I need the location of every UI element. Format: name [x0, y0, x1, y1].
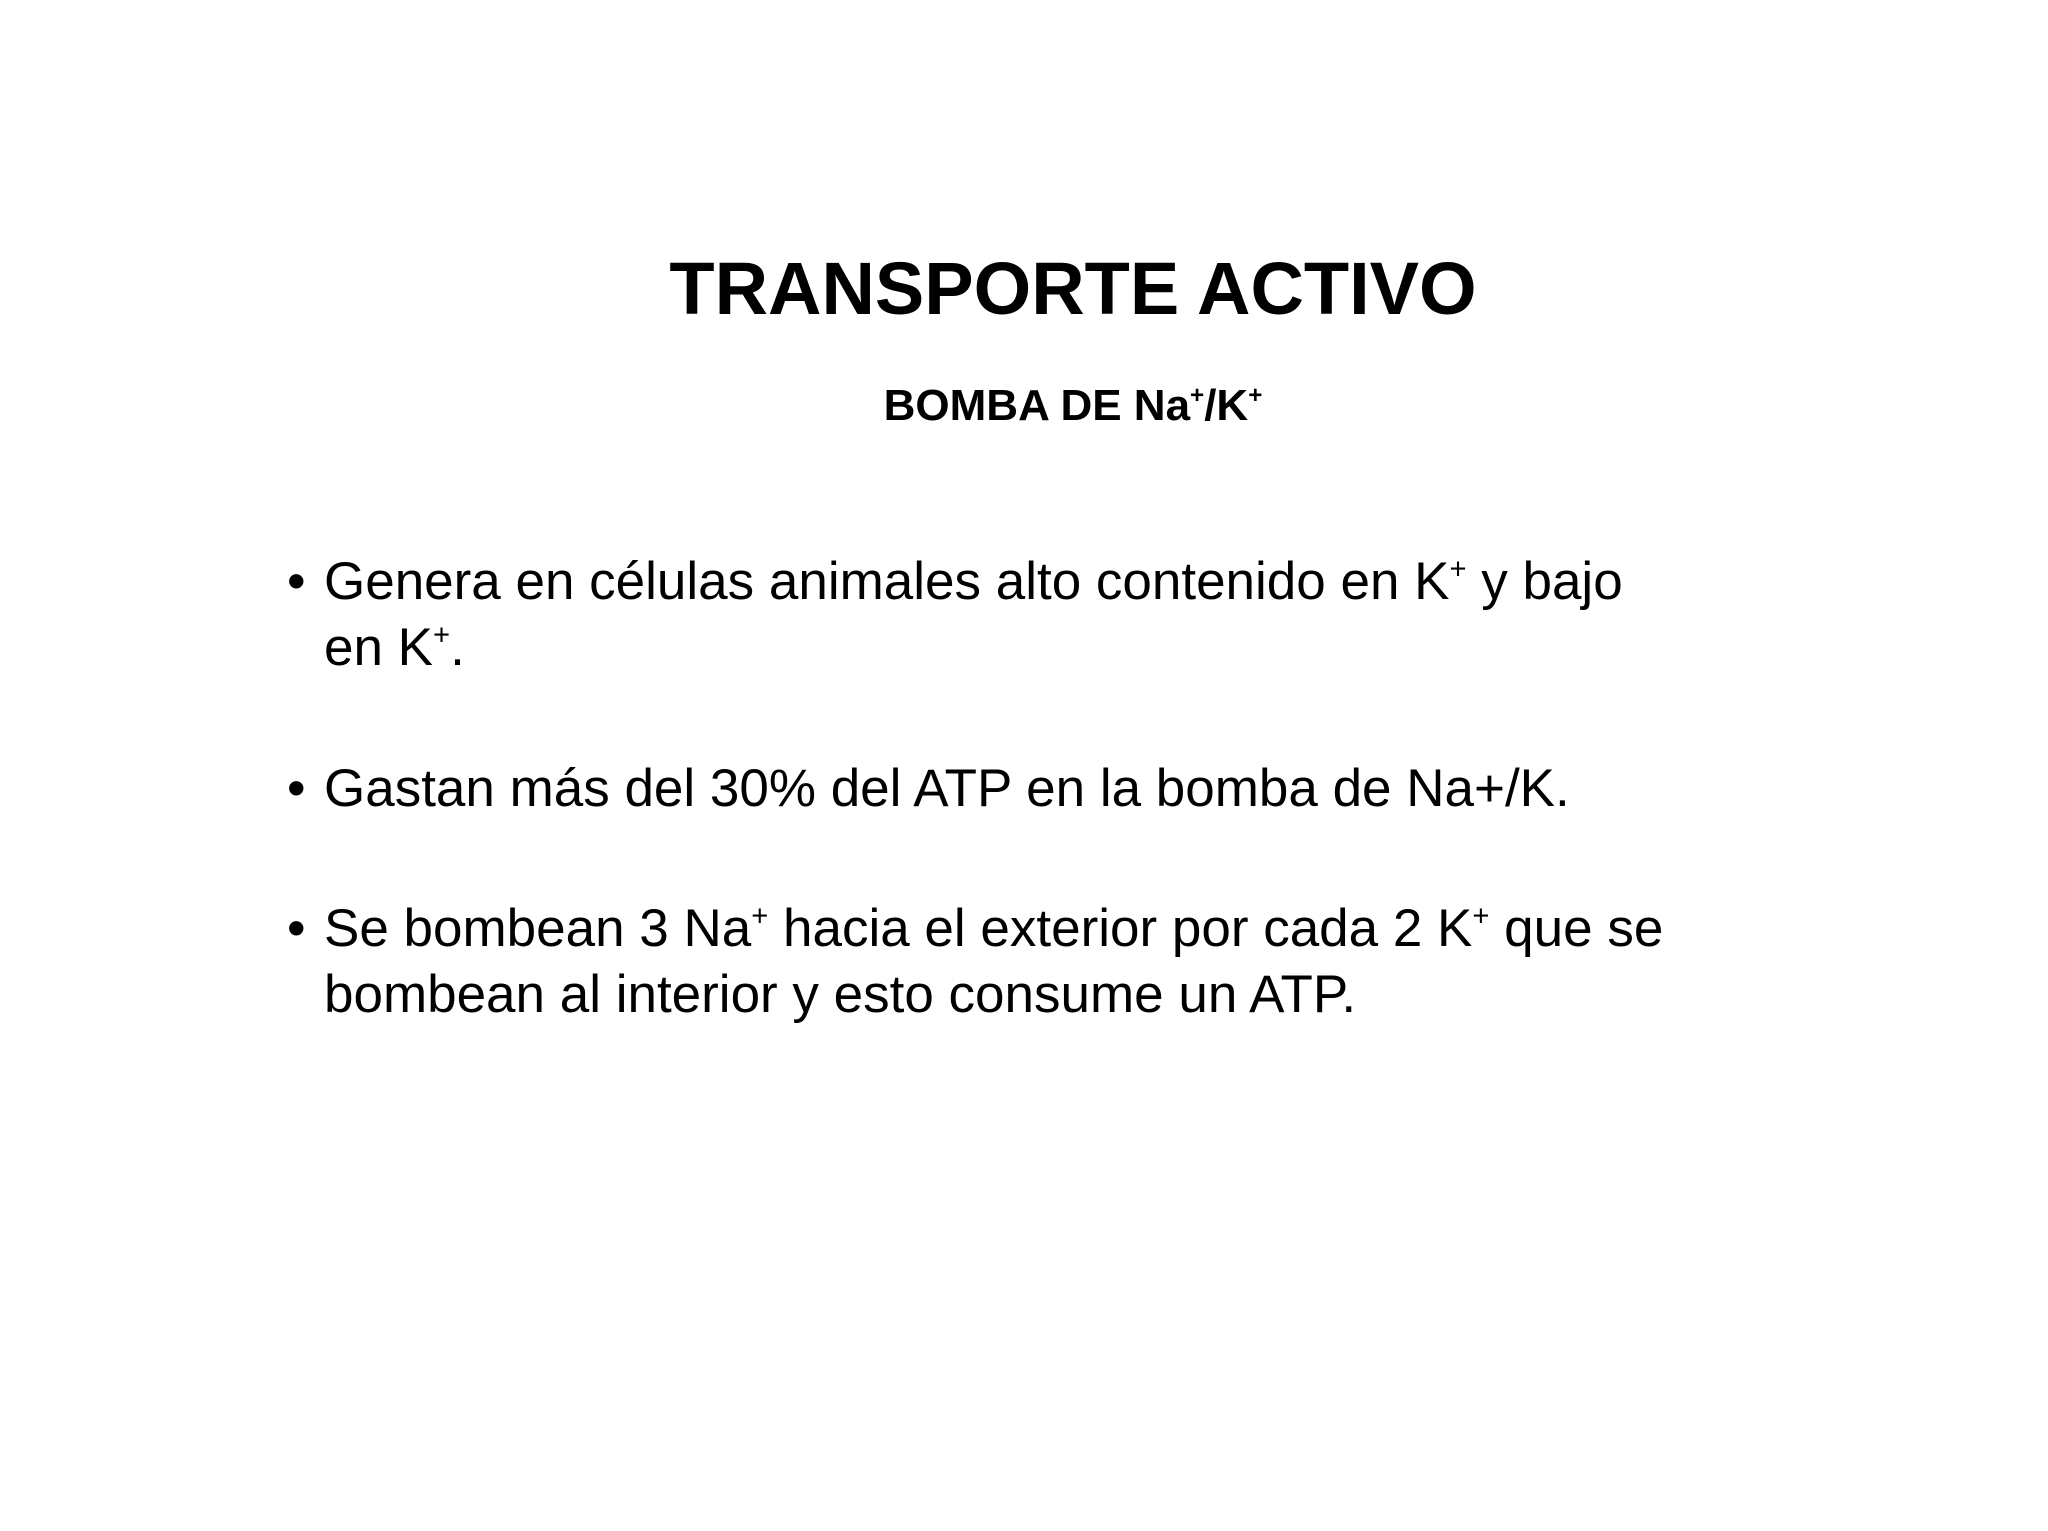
text: en K	[324, 618, 434, 677]
text: hacia el exterior por cada 2 K	[768, 899, 1473, 958]
bullet-line	[324, 549, 1623, 615]
subtitle-text: BOMBA DE Na	[883, 381, 1191, 430]
bullet-item	[287, 756, 1570, 822]
slide-subtitle	[0, 381, 2048, 430]
bullet-line: bombean al interior y esto consume un ATP.	[324, 965, 1357, 1024]
text: Genera en células animales alto contenido en K	[324, 552, 1450, 611]
bullet-line	[324, 615, 1623, 681]
bullet-icon: •	[287, 759, 306, 818]
superscript-plus: +	[1472, 900, 1490, 933]
superscript-plus: +	[751, 900, 769, 933]
text: que se	[1489, 899, 1664, 958]
bullet-icon: •	[287, 552, 306, 611]
superscript-plus: +	[1449, 553, 1467, 586]
text: .	[450, 618, 465, 677]
bullet-item	[287, 549, 1623, 681]
bullet-item	[287, 896, 1663, 1028]
superscript-plus: +	[1248, 382, 1263, 410]
text: y bajo	[1466, 552, 1623, 611]
bullet-line: Gastan más del 30% del ATP en la bomba de Na+/K.	[324, 759, 1570, 818]
superscript-plus: +	[1190, 382, 1205, 410]
slide-title: TRANSPORTE ACTIVO	[669, 247, 1477, 330]
bullet-icon: •	[287, 899, 306, 958]
bullet-line	[324, 896, 1663, 962]
subtitle-text: /K	[1204, 381, 1249, 430]
text: Se bombean 3 Na	[324, 899, 752, 958]
superscript-plus: +	[433, 619, 451, 652]
